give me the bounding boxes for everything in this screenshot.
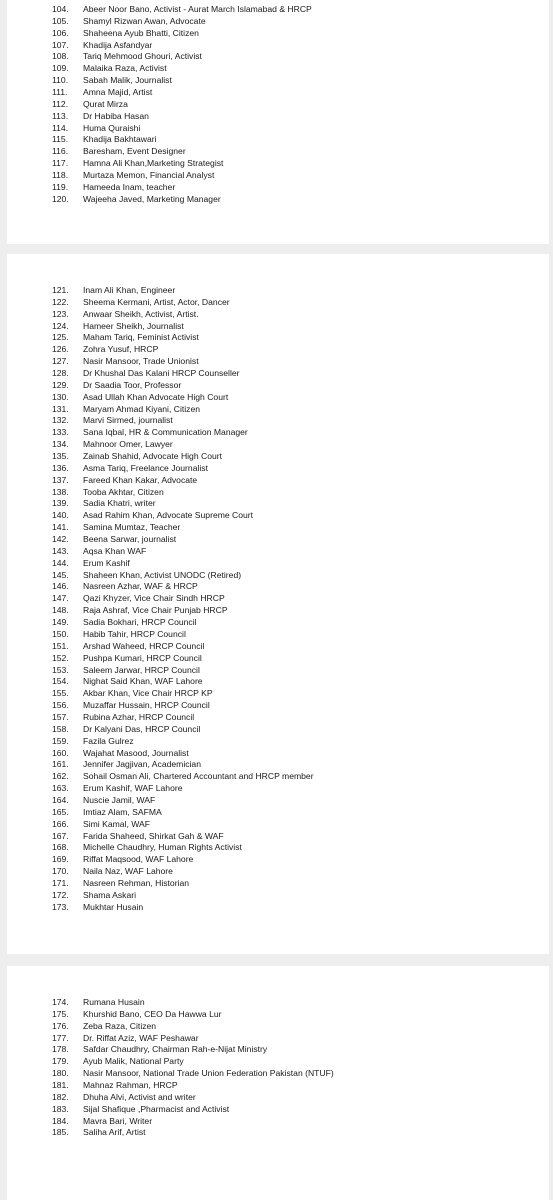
entry-name: Michelle Chaudhry, Human Rights Activist	[83, 842, 242, 853]
entry-number: 182.	[52, 1091, 69, 1102]
entry-name: Khurshid Bano, CEO Da Hawwa Lur	[83, 1008, 222, 1019]
signatory-entry	[7, 783, 549, 795]
signatory-entry	[7, 344, 549, 356]
entry-number: 162.	[52, 771, 69, 782]
entry-name: Murtaza Memon, Financial Analyst	[83, 170, 215, 181]
signatory-entry	[7, 498, 549, 510]
signatory-entry	[7, 99, 549, 111]
entry-name: Nighat Said Khan, WAF Lahore	[83, 676, 203, 687]
signatory-entry	[7, 1044, 549, 1056]
document-page-3	[7, 966, 549, 1200]
entry-number: 139.	[52, 498, 69, 509]
entry-number: 108.	[52, 51, 69, 62]
entry-number: 133.	[52, 427, 69, 438]
entry-number: 176.	[52, 1020, 69, 1031]
signatory-entry	[7, 665, 549, 677]
entry-number: 151.	[52, 640, 69, 651]
entry-number: 169.	[52, 854, 69, 865]
signatory-list	[7, 4, 549, 206]
signatory-entry	[7, 1021, 549, 1033]
signatory-entry	[7, 1009, 549, 1021]
signatory-entry	[7, 487, 549, 499]
entry-name: Huma Quraishi	[83, 122, 141, 133]
signatory-entry	[7, 534, 549, 546]
entry-name: Mavra Bari, Writer	[83, 1115, 153, 1126]
entry-number: 128.	[52, 368, 69, 379]
entry-number: 136.	[52, 462, 69, 473]
entry-number: 106.	[52, 27, 69, 38]
entry-name: Zohra Yusuf, HRCP	[83, 344, 159, 355]
signatory-entry	[7, 123, 549, 135]
entry-number: 183.	[52, 1103, 69, 1114]
entry-number: 179.	[52, 1056, 69, 1067]
entry-name: Muzaffar Hussain, HRCP Council	[83, 700, 210, 711]
entry-number: 148.	[52, 605, 69, 616]
entry-name: Dr Habiba Hasan	[83, 110, 149, 121]
signatory-entry	[7, 890, 549, 902]
entry-name: Inam Ali Khan, Engineer	[83, 285, 176, 295]
signatory-entry	[7, 87, 549, 99]
entry-name: Imtiaz Alam, SAFMA	[83, 806, 162, 817]
entry-name: Sijal Shafique ,Pharmacist and Activist	[83, 1103, 230, 1114]
entry-number: 185.	[52, 1127, 69, 1138]
entry-number: 125.	[52, 332, 69, 343]
entry-name: Raja Ashraf, Vice Chair Punjab HRCP	[83, 605, 228, 616]
entry-number: 172.	[52, 889, 69, 900]
signatory-entry	[7, 297, 549, 309]
entry-name: Jennifer Jagjivan, Academician	[83, 759, 201, 770]
entry-number: 141.	[52, 522, 69, 533]
entry-name: Aqsa Khan WAF	[83, 545, 147, 556]
entry-name: Naila Naz, WAF Lahore	[83, 866, 173, 877]
entry-name: Rumana Husain	[83, 997, 145, 1007]
entry-name: Asma Tariq, Freelance Journalist	[83, 462, 208, 473]
entry-number: 167.	[52, 830, 69, 841]
entry-name: Tariq Mehmood Ghouri, Activist	[83, 51, 202, 62]
entry-name: Safdar Chaudhry, Chairman Rah-e-Nijat Ministry	[83, 1044, 268, 1055]
entry-number: 115.	[52, 134, 69, 145]
signatory-entry	[7, 1056, 549, 1068]
signatory-entry	[7, 392, 549, 404]
entry-number: 158.	[52, 723, 69, 734]
entry-number: 127.	[52, 356, 69, 367]
signatory-entry	[7, 146, 549, 158]
entry-name: Zainab Shahid, Advocate High Court	[83, 451, 223, 462]
entry-name: Zeba Raza, Citizen	[83, 1020, 157, 1031]
entry-name: Hameeda Inam, teacher	[83, 181, 176, 192]
entry-number: 171.	[52, 877, 69, 888]
entry-name: Dr Kalyani Das, HRCP Council	[83, 723, 201, 734]
signatory-entry	[7, 1127, 549, 1139]
entry-number: 152.	[52, 652, 69, 663]
entry-number: 118.	[52, 170, 69, 181]
entry-number: 150.	[52, 628, 69, 639]
entry-name: Qurat Mirza	[83, 98, 128, 109]
signatory-entry	[7, 700, 549, 712]
entry-number: 166.	[52, 818, 69, 829]
signatory-entry	[7, 605, 549, 617]
signatory-entry	[7, 641, 549, 653]
entry-number: 184.	[52, 1115, 69, 1126]
signatory-entry	[7, 854, 549, 866]
entry-number: 121.	[52, 285, 69, 295]
entry-name: Wajahat Masood, Journalist	[83, 747, 189, 758]
entry-name: Riffat Maqsood, WAF Lahore	[83, 854, 194, 865]
signatory-entry	[7, 736, 549, 748]
entry-number: 110.	[52, 75, 69, 86]
entry-name: Asad Ullah Khan Advocate High Court	[83, 391, 229, 402]
entry-number: 116.	[52, 146, 69, 157]
entry-name: Pushpa Kumari, HRCP Council	[83, 652, 202, 663]
signatory-entry	[7, 380, 549, 392]
entry-number: 175.	[52, 1008, 69, 1019]
entry-number: 178.	[52, 1044, 69, 1055]
signatory-entry	[7, 285, 549, 297]
entry-number: 130.	[52, 391, 69, 402]
entry-name: Mahnaz Rahman, HRCP	[83, 1080, 178, 1091]
entry-name: Farida Shaheed, Shirkat Gah & WAF	[83, 830, 224, 841]
signatory-entry	[7, 570, 549, 582]
entry-name: Nuscie Jamil, WAF	[83, 794, 156, 805]
entry-number: 160.	[52, 747, 69, 758]
entry-number: 138.	[52, 486, 69, 497]
signatory-entry	[7, 4, 549, 16]
document-page-1	[7, 0, 549, 244]
entry-name: Rubina Azhar, HRCP Council	[83, 711, 195, 722]
signatory-entry	[7, 546, 549, 558]
entry-number: 159.	[52, 735, 69, 746]
signatory-entry	[7, 63, 549, 75]
entry-name: Maham Tariq, Feminist Activist	[83, 332, 199, 343]
entry-number: 135.	[52, 451, 69, 462]
signatory-entry	[7, 111, 549, 123]
signatory-entry	[7, 819, 549, 831]
entry-name: Saliha Arif, Artist	[83, 1127, 146, 1138]
entry-name: Hamna Ali Khan,Marketing Strategist	[83, 158, 224, 169]
signatory-entry	[7, 771, 549, 783]
signatory-entry	[7, 368, 549, 380]
signatory-entry	[7, 404, 549, 416]
entry-name: Dr Saadia Toor, Professor	[83, 379, 182, 390]
document-page-2	[7, 254, 549, 954]
entry-name: Erum Kashif, WAF Lahore	[83, 783, 183, 794]
entry-name: Asad Rahim Khan, Advocate Supreme Court	[83, 510, 254, 521]
entry-name: Dhuha Alvi, Activist and writer	[83, 1091, 196, 1102]
entry-name: Erum Kashif	[83, 557, 130, 568]
signatory-entry	[7, 522, 549, 534]
entry-number: 107.	[52, 39, 69, 50]
signatory-entry	[7, 558, 549, 570]
entry-name: Khadija Bakhtawari	[83, 134, 157, 145]
entry-number: 156.	[52, 700, 69, 711]
entry-number: 147.	[52, 593, 69, 604]
signatory-entry	[7, 842, 549, 854]
signatory-entry	[7, 309, 549, 321]
entry-name: Mahnoor Omer, Lawyer	[83, 439, 173, 450]
entry-number: 117.	[52, 158, 69, 169]
entry-number: 168.	[52, 842, 69, 853]
entry-number: 132.	[52, 415, 69, 426]
entry-name: Tooba Akhtar, Citizen	[83, 486, 164, 497]
signatory-entry	[7, 878, 549, 890]
signatory-entry	[7, 134, 549, 146]
signatory-entry	[7, 463, 549, 475]
entry-name: Sabah Malik, Journalist	[83, 75, 172, 86]
entry-number: 109.	[52, 63, 69, 74]
entry-number: 112.	[52, 98, 69, 109]
signatory-entry	[7, 593, 549, 605]
signatory-entry	[7, 997, 549, 1009]
signatory-entry	[7, 321, 549, 333]
entry-name: Ayub Malik, National Party	[83, 1056, 184, 1067]
entry-number: 157.	[52, 711, 69, 722]
entry-name: Baresham, Event Designer	[83, 146, 186, 157]
entry-number: 181.	[52, 1080, 69, 1091]
signatory-entry	[7, 1116, 549, 1128]
entry-number: 155.	[52, 688, 69, 699]
entry-number: 149.	[52, 617, 69, 628]
entry-number: 124.	[52, 320, 69, 331]
entry-name: Sohail Osman Ali, Chartered Accountant and HRCP member	[83, 771, 314, 782]
signatory-entry	[7, 28, 549, 40]
entry-name: Arshad Waheed, HRCP Council	[83, 640, 205, 651]
entry-name: Habib Tahir, HRCP Council	[83, 628, 186, 639]
entry-number: 180.	[52, 1068, 69, 1079]
signatory-entry	[7, 40, 549, 52]
entry-name: Simi Kamal, WAF	[83, 818, 151, 829]
signatory-list	[7, 997, 549, 1139]
entry-number: 114.	[52, 122, 69, 133]
signatory-entry	[7, 831, 549, 843]
entry-name: Beena Sarwar, journalist	[83, 534, 177, 545]
entry-name: Sana Iqbal, HR & Communication Manager	[83, 427, 248, 438]
entry-name: Samina Mumtaz, Teacher	[83, 522, 181, 533]
signatory-entry	[7, 688, 549, 700]
entry-name: Anwaar Sheikh, Activist, Artist.	[83, 308, 199, 319]
entry-number: 134.	[52, 439, 69, 450]
entry-number: 164.	[52, 794, 69, 805]
entry-name: Sadia Bokhari, HRCP Council	[83, 617, 197, 628]
entry-number: 154.	[52, 676, 69, 687]
signatory-entry	[7, 1080, 549, 1092]
entry-name: Dr. Riffat Aziz, WAF Peshawar	[83, 1032, 199, 1043]
signatory-entry	[7, 748, 549, 760]
signatory-entry	[7, 439, 549, 451]
signatory-entry	[7, 182, 549, 194]
entry-number: 142.	[52, 534, 69, 545]
entry-number: 111.	[52, 87, 68, 98]
entry-number: 113.	[52, 110, 69, 121]
entry-number: 119.	[52, 181, 69, 192]
entry-number: 137.	[52, 474, 69, 485]
signatory-entry	[7, 676, 549, 688]
entry-name: Nasreen Rehman, Historian	[83, 877, 190, 888]
entry-number: 174.	[52, 997, 69, 1007]
signatory-entry	[7, 415, 549, 427]
entry-name: Maryam Ahmad Kiyani, Citizen	[83, 403, 201, 414]
signatory-entry	[7, 807, 549, 819]
signatory-entry	[7, 902, 549, 914]
entry-number: 165.	[52, 806, 69, 817]
entry-number: 173.	[52, 901, 69, 912]
entry-number: 131.	[52, 403, 69, 414]
signatory-entry	[7, 653, 549, 665]
entry-number: 122.	[52, 296, 69, 307]
entry-number: 123.	[52, 308, 69, 319]
entry-number: 177.	[52, 1032, 69, 1043]
entry-name: Qazi Khyzer, Vice Chair Sindh HRCP	[83, 593, 225, 604]
entry-name: Akbar Khan, Vice Chair HRCP KP	[83, 688, 213, 699]
entry-name: Shama Askari	[83, 889, 137, 900]
signatory-entry	[7, 795, 549, 807]
entry-number: 146.	[52, 581, 69, 592]
signatory-entry	[7, 866, 549, 878]
signatory-entry	[7, 475, 549, 487]
entry-number: 144.	[52, 557, 69, 568]
entry-number: 120.	[52, 193, 69, 204]
signatory-list	[7, 285, 549, 914]
signatory-entry	[7, 629, 549, 641]
entry-number: 129.	[52, 379, 69, 390]
signatory-entry	[7, 451, 549, 463]
signatory-entry	[7, 194, 549, 206]
entry-number: 105.	[52, 15, 69, 26]
entry-name: Nasir Mansoor, National Trade Union Federation Pakistan (NTUF)	[83, 1068, 334, 1079]
signatory-entry	[7, 75, 549, 87]
entry-name: Hameer Sheikh, Journalist	[83, 320, 184, 331]
entry-name: Dr Khushal Das Kalani HRCP Counseller	[83, 368, 240, 379]
entry-name: Mukhtar Husain	[83, 901, 144, 912]
entry-name: Fazila Gulrez	[83, 735, 134, 746]
entry-name: Sheema Kermani, Artist, Actor, Dancer	[83, 296, 230, 307]
entry-name: Khadija Asfandyar	[83, 39, 153, 50]
entry-name: Nasreen Azhar, WAF & HRCP	[83, 581, 198, 592]
entry-number: 170.	[52, 866, 69, 877]
entry-name: Shaheen Khan, Activist UNODC (Retired)	[83, 569, 242, 580]
signatory-entry	[7, 16, 549, 28]
signatory-entry	[7, 1033, 549, 1045]
signatory-entry	[7, 170, 549, 182]
entry-name: Fareed Khan Kakar, Advocate	[83, 474, 198, 485]
entry-number: 153.	[52, 664, 69, 675]
signatory-entry	[7, 1092, 549, 1104]
signatory-entry	[7, 1068, 549, 1080]
entry-number: 140.	[52, 510, 69, 521]
entry-name: Malaika Raza, Activist	[83, 63, 167, 74]
signatory-entry	[7, 332, 549, 344]
entry-name: Wajeeha Javed, Marketing Manager	[83, 193, 221, 204]
signatory-entry	[7, 724, 549, 736]
entry-number: 145.	[52, 569, 69, 580]
entry-name: Shaheena Ayub Bhatti, Citizen	[83, 27, 199, 38]
entry-number: 163.	[52, 783, 69, 794]
signatory-entry	[7, 617, 549, 629]
signatory-entry	[7, 712, 549, 724]
signatory-entry	[7, 581, 549, 593]
signatory-entry	[7, 158, 549, 170]
signatory-entry	[7, 427, 549, 439]
signatory-entry	[7, 510, 549, 522]
entry-name: Shamyl Rizwan Awan, Advocate	[83, 15, 206, 26]
entry-number: 104.	[52, 4, 69, 14]
signatory-entry	[7, 1104, 549, 1116]
signatory-entry	[7, 51, 549, 63]
entry-number: 161.	[52, 759, 69, 770]
entry-name: Nasir Mansoor, Trade Unionist	[83, 356, 199, 367]
signatory-entry	[7, 759, 549, 771]
entry-name: Saleem Jarwar, HRCP Council	[83, 664, 200, 675]
entry-name: Abeer Noor Bano, Activist - Aurat March Islamabad & HRCP	[83, 4, 312, 14]
entry-name: Amna Majid, Artist	[83, 87, 153, 98]
signatory-entry	[7, 356, 549, 368]
entry-name: Sadia Khatri, writer	[83, 498, 156, 509]
entry-number: 126.	[52, 344, 69, 355]
entry-number: 143.	[52, 545, 69, 556]
entry-name: Marvi Sirmed, journalist	[83, 415, 173, 426]
